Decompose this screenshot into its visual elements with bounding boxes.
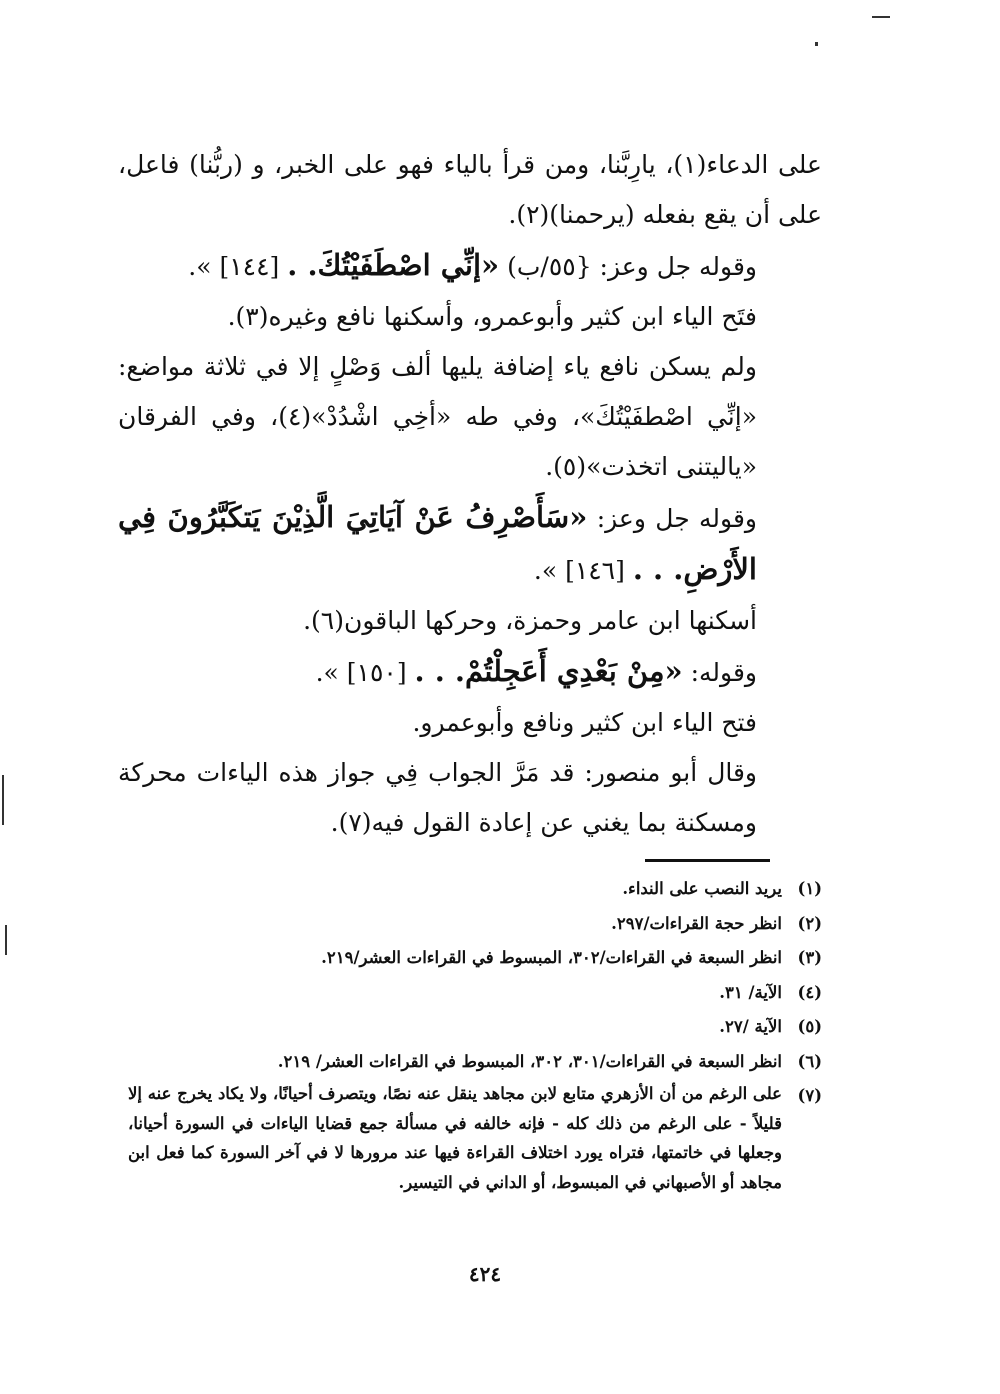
footnote-text: يريد النصب على النداء. (622, 879, 782, 898)
quran-quote: «سَأَصْرِفُ عَنْ آيَاتِيَ الَّذِيْنَ يَتكَبَّرُونَ فِي الأَرْضِ. . . (118, 500, 757, 586)
footnote-text: انظر السبعة في القراءات/٣٠١، ٣٠٢، المبسوط في القراءات العشر/ ٢١٩. (277, 1051, 782, 1071)
paragraph-1: على الدعاء(١)، يارِبَّنا، ومن قرأ بالياء فهو على الخبر، و (ربُّنا) فاعل، على أن يقع بفعله (يرحمنا)(٢). (118, 150, 822, 229)
quote-intro: وقوله جل وعز: {٥٥/ب) (499, 252, 757, 281)
scan-speck (2, 775, 4, 825)
paragraph-6: أسكنها ابن عامر وحمزة، وحركها الباقون(٦). (303, 606, 757, 635)
footnote-text: انظر حجة القراءات/٢٩٧. (611, 913, 782, 933)
page-number: ٤٢٤ (468, 1262, 502, 1286)
footnote-separator (645, 859, 770, 862)
footnote-number: (٣) (797, 948, 822, 967)
footnote-text: على الرغم من أن الأزهري متابع لابن مجاهد ينقل عنه نصًا، ويتصرف أحيانًا، ولا يكاد يخرج عنه إلا قليلاً - على الرغم من ذلك كله - فإنه خالفه في مسألة جمع قضايا الياءات في السورة أحيانا، وجعلها في خاتمتها، فتراه يورد اختلاف القراءة فيها عند مرورها لا في آخر السورة كما فعل ابن مجاهد أو الأصبهاني في المبسوط، أو الداني في التيسير. (128, 1084, 782, 1192)
footnote-number: (٦) (797, 1051, 822, 1071)
quran-quote: «مِنْ بَعْدِي أَعَجِلْتُمْ. . . (414, 654, 683, 688)
paragraph-8: فتح الياء ابن كثير ونافع وأبوعمرو. (412, 708, 757, 737)
footnote-number: (٥) (797, 1017, 822, 1036)
paragraph-7 (118, 646, 822, 698)
quote-intro: وقوله: (682, 658, 757, 687)
footnote-text: الآية/ ٣١. (719, 982, 782, 1002)
quote-intro: وقوله جل وعز: (587, 504, 757, 533)
paragraph-4: ولم يسكن نافع ياء إضافة يليها ألف وَصْلٍ إلا في ثلاثة مواضع: «إنِّي اصْطفَيْتُكَ»، وفي طه «أخِي اشْدُدْ»(٤)، وفي الفرقان «ياليتنى اتخذت»(٥). (118, 352, 757, 481)
footnote-1 (128, 872, 822, 907)
footnote-text: انظر السبعة في القراءات/٣٠٢، المبسوط في القراءات العشر/٢١٩. (321, 948, 782, 967)
scan-speck (5, 925, 7, 955)
footnote-number: (١) (797, 879, 822, 898)
verse-reference: [١٤٦] ». (533, 556, 625, 585)
scan-speck (815, 42, 818, 46)
paragraph-9: وقال أبو منصور: قد مَرَّ الجواب فِي جواز هذه الياءات محركة ومسكنة بما يغني عن إعادة القول فيه(٧). (118, 758, 757, 837)
footnote-4 (128, 976, 822, 1011)
verse-reference: [١٥٠] ». (315, 658, 407, 687)
footnote-number: (٤) (797, 982, 822, 1002)
footnote-6 (128, 1045, 822, 1080)
verse-reference: [١٤٤] ». (188, 252, 280, 281)
footnote-3 (128, 941, 822, 976)
footnote-text: الآية /٢٧. (719, 1017, 782, 1036)
footnote-number: (٢) (797, 913, 822, 933)
paragraph-5 (118, 492, 822, 596)
footnote-number: (٧) (797, 1086, 822, 1105)
scan-speck (872, 16, 890, 18)
footnote-2 (128, 907, 822, 942)
quran-quote: «إنِّي اصْطَفَيْتُكَ. . (287, 248, 500, 282)
footnotes (128, 872, 822, 1197)
footnote-7 (128, 1079, 822, 1197)
main-text (118, 140, 822, 848)
paragraph-2 (118, 240, 822, 292)
footnote-5 (128, 1010, 822, 1045)
paragraph-3: فتَح الياء ابن كثير وأبوعمرو، وأسكنها نافع وغيره(٣). (227, 302, 757, 331)
